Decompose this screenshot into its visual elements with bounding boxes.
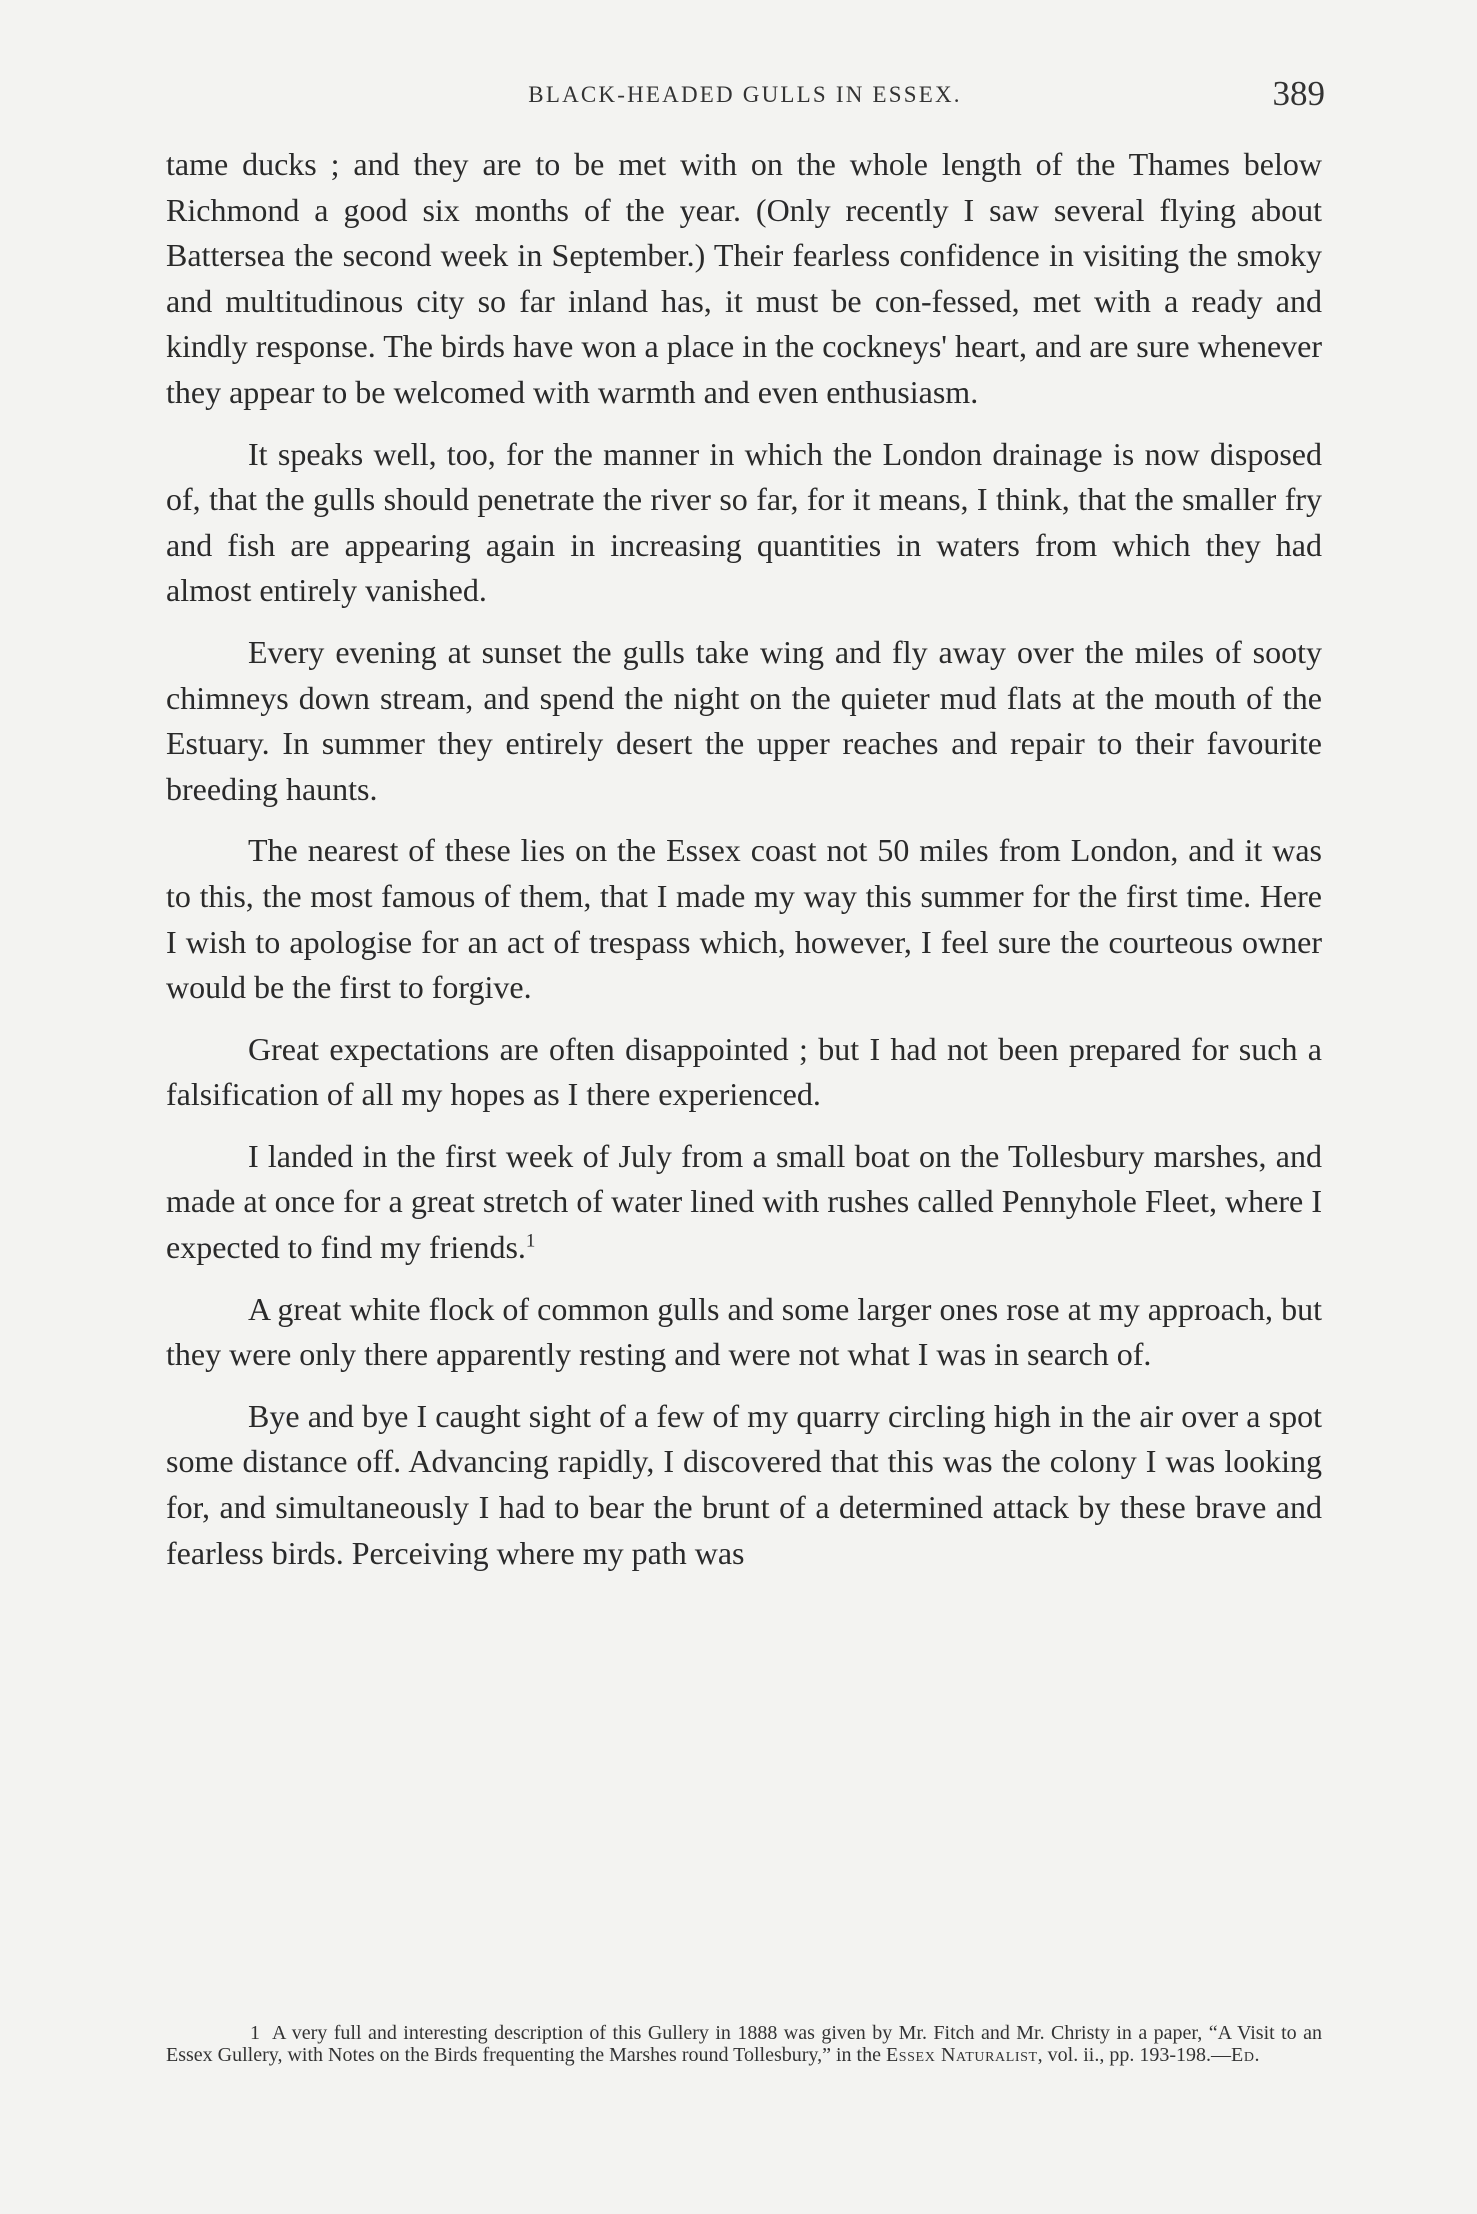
footnote-editor: Ed. xyxy=(1231,2043,1261,2066)
footnote-publication: Essex Naturalist xyxy=(885,2043,1038,2066)
paragraph-text: I landed in the first week of July from a small boat on the Tollesbury marshes, and made at once for a great stretch of water lined with rushes called Pennyhole Fleet, where I expected to find my friends. xyxy=(166,1137,1322,1266)
paragraph: A great white flock of common gulls and some larger ones rose at my approach, but they were only there apparently resting and were not what I was in search of. xyxy=(166,1290,1322,1373)
paragraph: Great expectations are often disappointed ; but I had not been prepared for such a falsification of all my hopes as I there experienced. xyxy=(166,1030,1322,1113)
running-head xyxy=(165,74,1325,118)
paragraph: Bye and bye I caught sight of a few of my quarry circling high in the air over a spot some distance off. Advancing rapidly, I discovered that this was the colony I was looking for, and simultaneously I had to bear the brunt of a determined attack by these brave and fearless birds. Perceiving where my path was xyxy=(166,1397,1322,1571)
paragraph: The nearest of these lies on the Essex coast not 50 miles from London, and it was to this, the most famous of them, that I made my way this summer for the first time. Here I wish to apologise for an act of trespass which, however, I feel sure the courteous owner would be the first to forgive. xyxy=(166,832,1322,1006)
paragraph-with-footnote xyxy=(166,1134,1322,1271)
page-number: 389 xyxy=(1272,74,1325,113)
body-text xyxy=(166,142,1322,1592)
footnote-citation: , vol. ii., pp. 193-198.— xyxy=(1037,2043,1232,2066)
paragraph: tame ducks ; and they are to be met with on the whole length of the Thames below Richmond a good six months of the year. (Only recently I saw several flying about Battersea the second week in September.) Their fearless confidence in visiting the smoky and multitudinous city so far inland has, it must be con-fessed, met with a ready and kindly response. The birds have won a place in the cockneys' heart, and are sure whenever they appear to be welcomed with warmth and even enthusiasm. xyxy=(166,146,1322,410)
footnote-mark: 1 xyxy=(250,2022,260,2044)
paragraph: It speaks well, too, for the manner in which the London drainage is now disposed of, that the gulls should penetrate the river so far, for it means, I think, that the smaller fry and fish are appearing again in increasing quantities in waters from which they had almost entirely vanished. xyxy=(166,435,1322,609)
running-title: BLACK-HEADED GULLS IN ESSEX. xyxy=(528,82,962,107)
footnote xyxy=(166,2023,1322,2066)
footnote-text: A very full and interesting description of this Gullery in 1888 was given by Mr. Fitch and Mr. Christy in a paper, “A Visit to an Essex Gullery, with Notes on the Birds frequenting the Marshes round Tollesbury,” in the xyxy=(166,2022,1322,2066)
paragraph: Every evening at sunset the gulls take wing and fly away over the miles of sooty chimneys down stream, and spend the night on the quieter mud flats at the mouth of the Estuary. In summer they entirely desert the upper reaches and repair to their favourite breeding haunts. xyxy=(166,633,1322,807)
footnote-reference: 1 xyxy=(525,1230,536,1252)
